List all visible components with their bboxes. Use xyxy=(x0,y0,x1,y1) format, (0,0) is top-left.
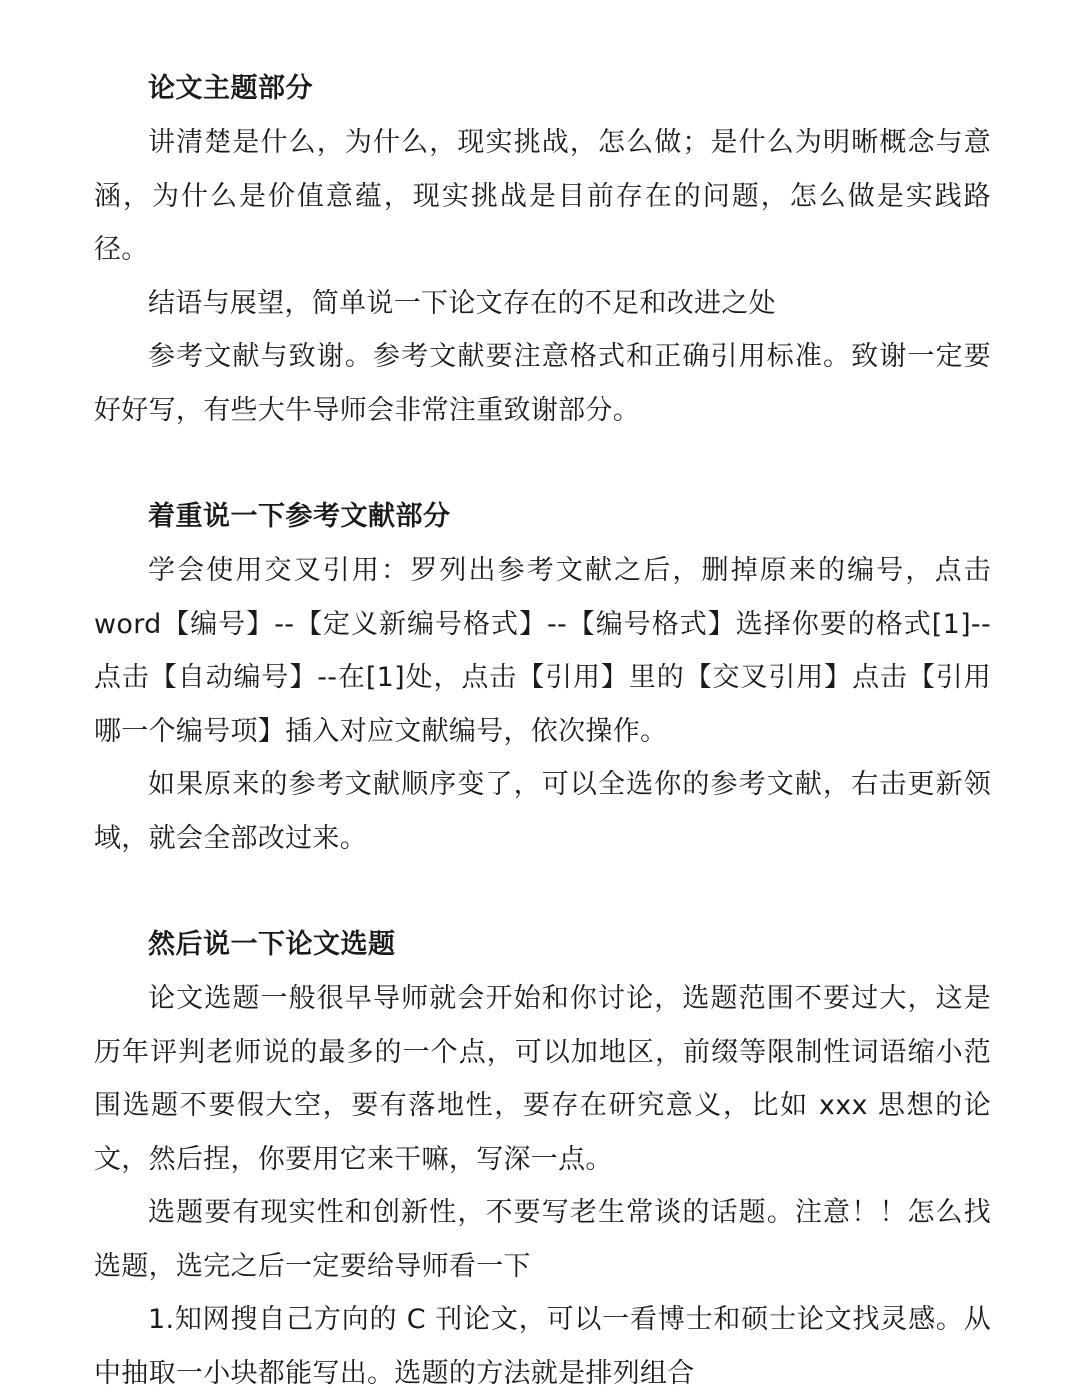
section-references xyxy=(94,490,991,865)
paragraph: 结语与展望，简单说一下论文存在的不足和改进之处 xyxy=(148,287,776,319)
paragraph: 论文选题一般很早导师就会开始和你讨论，选题范围不要过大，这是历年评判老师说的最多的一个点，可以加地区，前缀等限制性词语缩小范围选题不要假大空，要有落地性，要存在研究意义，比如 xxx 思想的论文，然后捏，你要用它来干嘛，写深一点。 xyxy=(94,983,991,1175)
section-thesis-body xyxy=(94,62,991,437)
paragraph: 学会使用交叉引用：罗列出参考文献之后，删掉原来的编号，点击 word【编号】--【定义新编号格式】--【编号格式】选择你要的格式[1]--点击【自动编号】--在[1]处，点击【引用】里的【交叉引用】点击【引用哪一个编号项】插入对应文献编号，依次操作。 xyxy=(94,555,991,747)
section-spacer xyxy=(94,437,991,490)
paragraph: 选题要有现实性和创新性，不要写老生常谈的话题。注意！！怎么找选题，选完之后一定要给导师看一下 xyxy=(94,1197,991,1282)
paragraph: 1.知网搜自己方向的 C 刊论文，可以一看博士和硕士论文找灵感。从中抽取一小块都能写出。选题的方法就是排列组合 xyxy=(94,1304,991,1389)
section-topic-selection xyxy=(94,918,991,1400)
paragraph: 如果原来的参考文献顺序变了，可以全选你的参考文献，右击更新领域，就会全部改过来。 xyxy=(94,769,991,854)
section-heading: 然后说一下论文选题 xyxy=(148,929,396,960)
section-heading: 着重说一下参考文献部分 xyxy=(148,501,451,532)
paragraph: 参考文献与致谢。参考文献要注意格式和正确引用标准。致谢一定要好好写，有些大牛导师会非常注重致谢部分。 xyxy=(94,341,991,426)
section-heading: 论文主题部分 xyxy=(148,73,313,104)
section-spacer xyxy=(94,865,991,918)
paragraph: 讲清楚是什么，为什么，现实挑战，怎么做；是什么为明晰概念与意涵，为什么是价值意蕴，现实挑战是目前存在的问题，怎么做是实践路径。 xyxy=(94,127,991,265)
